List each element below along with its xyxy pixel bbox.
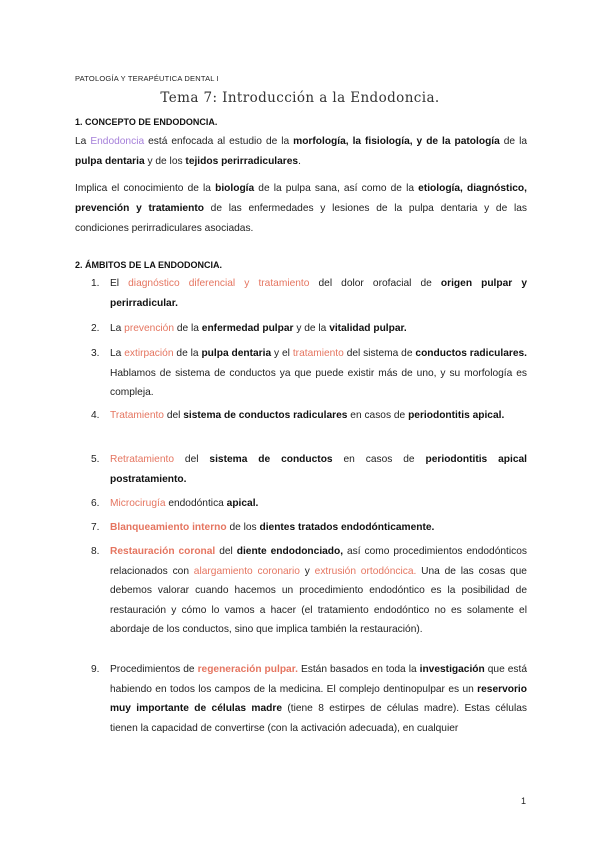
section-heading-concepto: 1. CONCEPTO DE ENDODONCIA.	[75, 117, 218, 127]
text-run: Implica el conocimiento de la	[75, 183, 216, 194]
paragraph-scope	[75, 179, 527, 239]
list-item-text: La extirpación de la pulpa dentaria y el tratamiento del sistema de conductos radiculares. Hablamos de sistema de conductos ya que puede existir más de uno, y su morfología es compleja.	[110, 348, 527, 399]
list-item-text: Retratamiento del sistema de conductos en casos de periodontitis apical postratamiento.	[110, 454, 527, 485]
list-number: 8.	[91, 546, 100, 557]
text-run: La	[75, 136, 91, 147]
list-item	[91, 494, 527, 514]
bold-term: biología	[215, 183, 255, 194]
list-item-text: Restauración coronal del diente endodonciado, así como procedimientos endodónticos relacionados con alargamiento coronario y extrusión ortodóncica. Una de las cosas que debemos valorar cuando hacemos un procedimiento endodóntico es la posibilidad de restauración y cómo lo vamos a hacer (el tratamiento endodóntico no es solamente el abordaje de los conductos, sino que implica también la restauración).	[110, 546, 527, 636]
section-heading-ambitos: 2. ÁMBITOS DE LA ENDODONCIA.	[75, 260, 223, 270]
text-run: .	[298, 156, 301, 167]
list-item	[91, 450, 527, 490]
list-number: 2.	[91, 323, 100, 334]
text-run: de la	[499, 136, 527, 147]
list-number: 1.	[91, 278, 100, 289]
list-item-text: Tratamiento del sistema de conductos radiculares en casos de periodontitis apical.	[110, 410, 505, 421]
text-run: está enfocada al estudio de la	[144, 136, 294, 147]
bold-term: morfología, la fisiología, y de la patología	[293, 136, 500, 147]
text-run: de las enfermedades y lesiones de la pulpa dentaria y de las condiciones perirradiculares asociadas.	[75, 203, 527, 234]
list-item	[91, 319, 527, 339]
page-title: Tema 7: Introducción a la Endodoncia.	[160, 90, 440, 106]
list-item-text: Microcirugía endodóntica apical.	[110, 498, 259, 509]
list-item	[91, 518, 527, 538]
list-item-text: Blanqueamiento interno de los dientes tratados endodónticamente.	[110, 522, 435, 533]
list-number: 6.	[91, 498, 100, 509]
list-item	[91, 542, 527, 660]
list-item	[91, 274, 527, 314]
running-header: PATOLOGÍA Y TERAPÉUTICA DENTAL I	[75, 74, 219, 83]
list-item-text: La prevención de la enfermedad pulpar y de la vitalidad pulpar.	[110, 323, 407, 334]
list-number: 7.	[91, 522, 100, 533]
bold-term: etiología, diagnóstico, prevención y tratamiento	[75, 183, 527, 214]
list-item-text: El diagnóstico diferencial y tratamiento del dolor orofacial de origen pulpar y perirradicular.	[110, 278, 527, 309]
text-run: de la pulpa sana, así como de la	[254, 183, 419, 194]
list-item	[91, 660, 527, 778]
bold-term: tejidos perirradiculares	[185, 156, 299, 167]
list-number: 5.	[91, 454, 100, 465]
list-number: 3.	[91, 348, 100, 359]
paragraph-definition	[75, 132, 527, 172]
bold-term: pulpa dentaria	[75, 156, 145, 167]
list-item-text: Procedimientos de regeneración pulpar. Están basados en toda la investigación que está habiendo en todos los campos de la medicina. El complejo dentinopulpar es un reservorio muy importante de células madre (tiene 8 estirpes de células madre). Estas células tienen la capacidad de convertirse (con la activación adecuada), en cualquier	[110, 664, 527, 734]
list-item	[91, 406, 527, 446]
list-number: 9.	[91, 664, 100, 675]
highlight-term: Endodoncia	[90, 136, 145, 147]
list-number: 4.	[91, 410, 100, 421]
list-item	[91, 344, 527, 404]
text-run: y de los	[144, 156, 186, 167]
page-number: 1	[520, 796, 526, 806]
